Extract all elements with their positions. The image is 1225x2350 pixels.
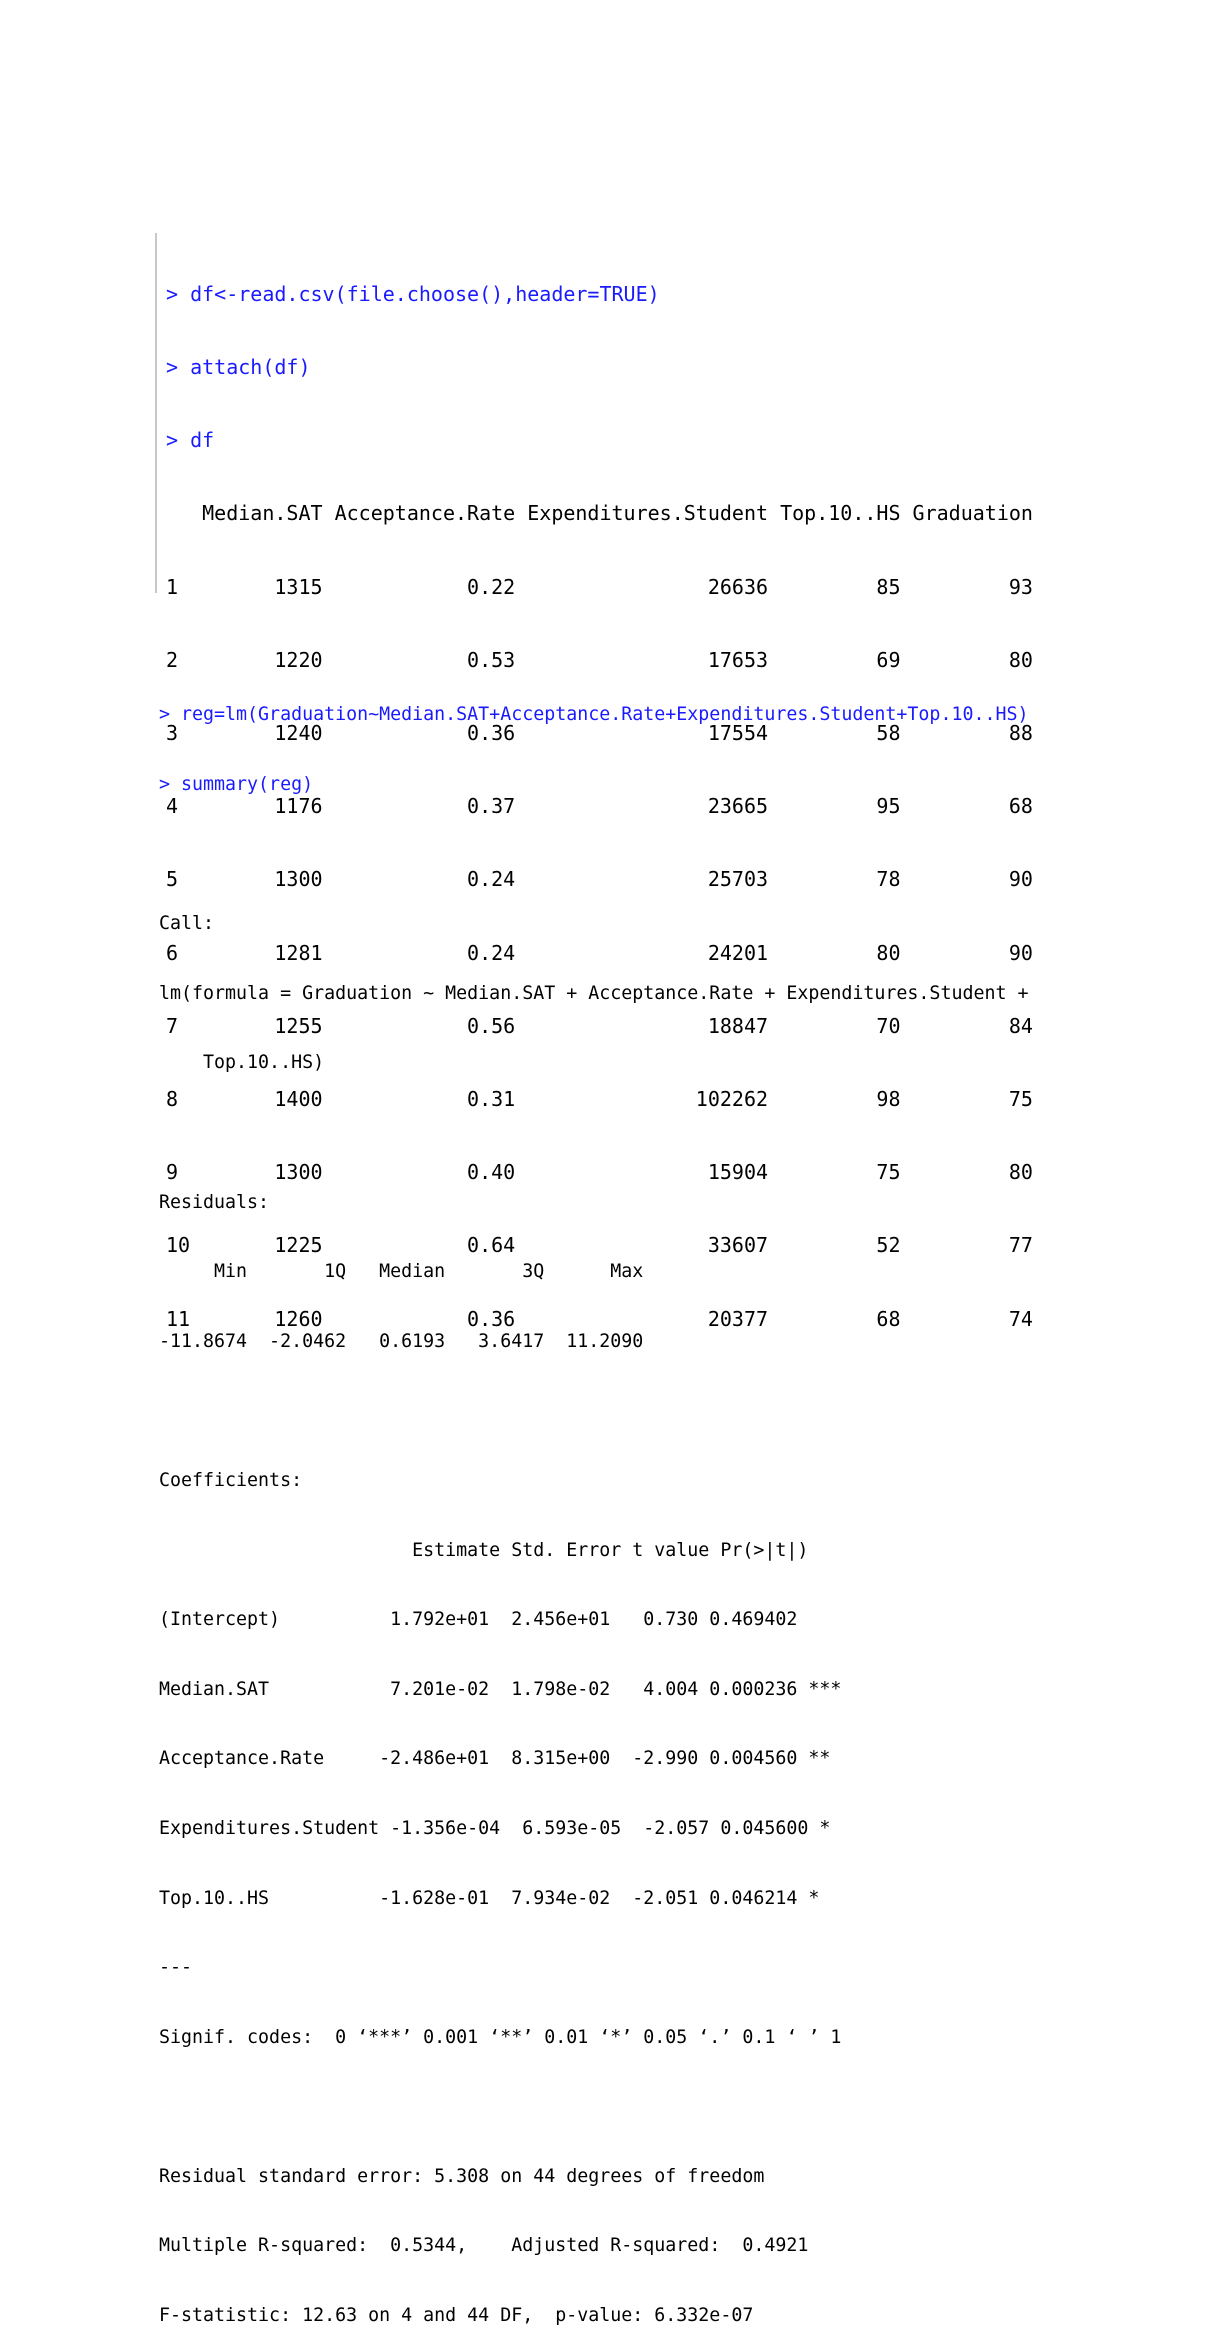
dataframe-header-row: Median.SAT Acceptance.Rate Expenditures.Student Top.10..HS Graduation (166, 501, 1033, 526)
dataframe-row: 8 1400 0.31 102262 98 75 (166, 1087, 1033, 1112)
coefficients-header-row: Estimate Std. Error t value Pr(>|t|) (159, 1539, 853, 1561)
coefficient-row: Top.10..HS -1.628e-01 7.934e-02 -2.051 0.046214 * (159, 1887, 842, 1909)
command-attach: > attach(df) (166, 355, 311, 380)
dataframe-row: 5 1300 0.24 25703 78 90 (166, 867, 1033, 892)
f-statistic-line: F-statistic: 12.63 on 4 and 44 DF, p-value: 6.332e-07 (159, 2305, 754, 2327)
coefficient-row: Expenditures.Student -1.356e-04 6.593e-05 -2.057 0.045600 * (159, 1817, 853, 1839)
dataframe-row: 1 1315 0.22 26636 85 93 (166, 574, 1033, 599)
call-formula: lm(formula = Graduation ~ Median.SAT + Acceptance.Rate + Expenditures.Student + (159, 982, 1029, 1004)
residual-standard-error: Residual standard error: 5.308 on 44 degrees of freedom (159, 2165, 765, 2187)
dataframe-row: 7 1255 0.56 18847 70 84 (166, 1013, 1033, 1038)
command-summary: > summary(reg) (159, 774, 314, 795)
output-blank-line (159, 1121, 1089, 1144)
coefficient-row: Acceptance.Rate -2.486e+01 8.315e+00 -2.990 0.004560 ** (159, 1748, 842, 1770)
coefficient-row: Median.SAT 7.201e-02 1.798e-02 4.004 0.000236 *** (159, 1678, 842, 1700)
dataframe-row: 6 1281 0.24 24201 80 90 (166, 940, 1033, 965)
dataframe-row: 2 1220 0.53 17653 69 80 (166, 647, 1033, 672)
dataframe-row: 9 1300 0.40 15904 75 80 (166, 1160, 1033, 1185)
command-read-csv: > df<-read.csv(file.choose(),header=TRUE) (166, 281, 660, 306)
dataframe-row: 3 1240 0.36 17554 58 88 (166, 721, 1033, 746)
coefficients-heading: Coefficients: (159, 1469, 303, 1491)
separator-line: --- (159, 1957, 193, 1979)
residuals-heading: Residuals: (159, 1191, 270, 1213)
coefficient-row: (Intercept) 1.792e+01 2.456e+01 0.730 0.469402 (159, 1609, 842, 1631)
r-squared-line: Multiple R-squared: 0.5344, Adjusted R-squared: 0.4921 (159, 2235, 820, 2257)
residuals-values-row: -11.8674 -2.0462 0.6193 3.6417 11.2090 (159, 1330, 655, 1352)
output-blank-line (159, 2095, 1089, 2118)
command-print-df: > df (166, 428, 215, 453)
signif-codes-legend: Signif. codes: 0 ‘***’ 0.001 ‘**’ 0.01 ‘*’ 0.05 ‘.’ 0.1 ‘ ’ 1 (159, 2026, 842, 2048)
residuals-header-row: Min 1Q Median 3Q Max (159, 1261, 655, 1283)
dataframe-row: 10 1225 0.64 33607 52 77 (166, 1233, 1033, 1258)
dataframe-row: 11 1260 0.36 20377 68 74 (166, 1306, 1033, 1331)
call-heading: Call: (159, 913, 215, 935)
dataframe-row: 4 1176 0.37 23665 95 68 (166, 794, 1033, 819)
output-blank-line (159, 1399, 1089, 1422)
output-blank-line (159, 843, 1089, 866)
call-formula-continuation: Top.10..HS) (159, 1052, 325, 1074)
command-lm-regression: > reg=lm(Graduation~Median.SAT+Acceptance.Rate+Expenditures.Student+Top.10..HS) (159, 704, 1029, 726)
